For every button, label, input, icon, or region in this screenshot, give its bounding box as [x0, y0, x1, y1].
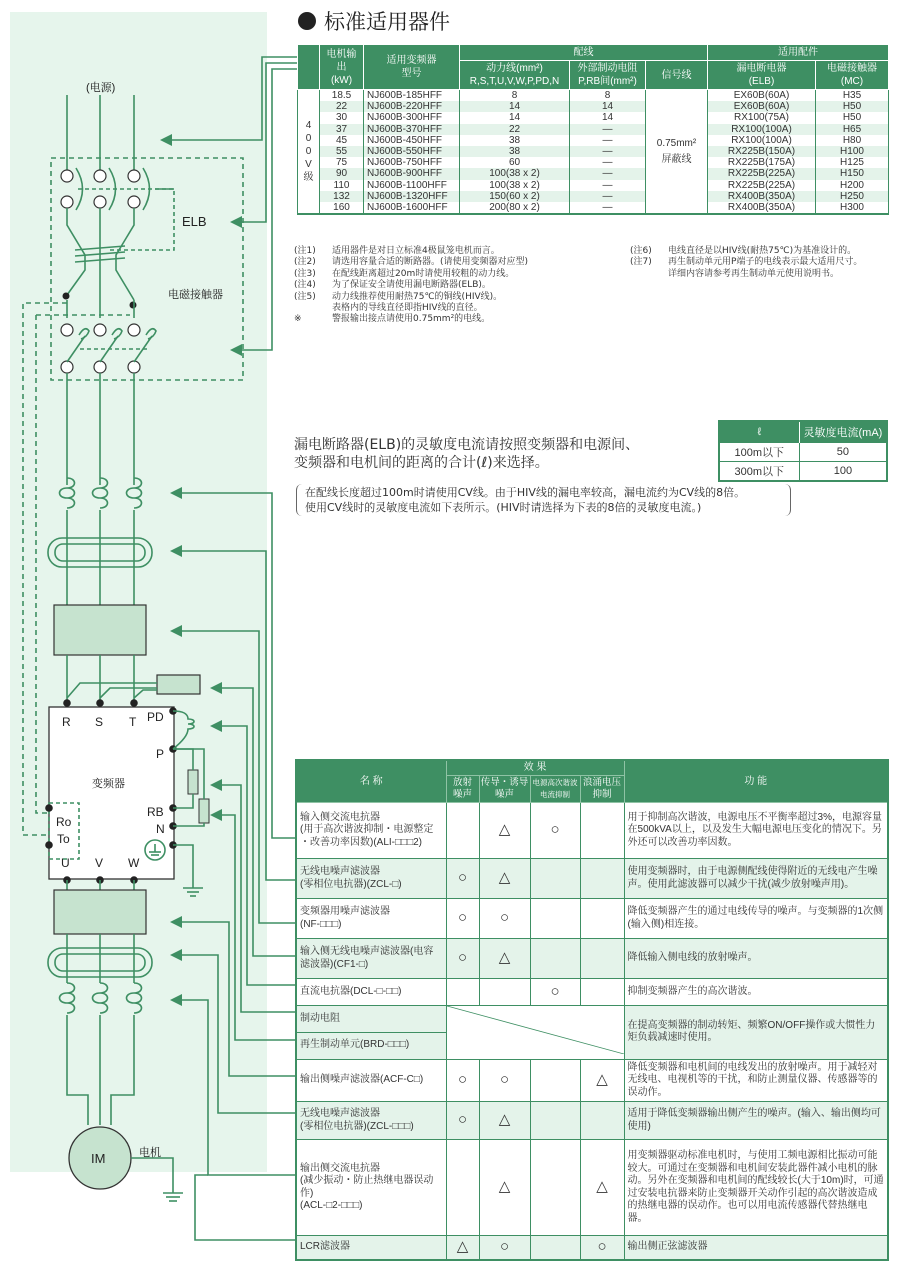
effect-mark-cell: ○ [479, 899, 530, 939]
note-text: 在配线距离超过20m时请使用较粗的动力线。 [332, 268, 515, 279]
model-cell: NJ600B-1100HFF [364, 180, 460, 191]
terminal-circle [128, 196, 140, 208]
effect-function-cell: 在提高变频器的制动转矩、频繁ON/OFF操作或大惯性力矩负载减速时使用。 [624, 1006, 888, 1060]
effect-mark-cell [479, 979, 530, 1006]
mc-cell: H250 [816, 191, 889, 202]
power-line-cell: 14 [460, 101, 570, 112]
notes-left [294, 246, 624, 326]
note-item [630, 246, 900, 257]
mc-cell: H50 [816, 101, 889, 112]
notes-right [630, 246, 900, 280]
sensitivity-cell: 100 [799, 462, 887, 482]
terminal-s: S [95, 715, 104, 729]
section-title-text: 标准适用器件 [324, 10, 450, 34]
elb-selection-text [294, 436, 714, 472]
terminal-t: T [129, 715, 137, 729]
brake-res-cell: — [570, 168, 646, 179]
brake-res-cell: 8 [570, 90, 646, 102]
model-cell: NJ600B-450HFF [364, 135, 460, 146]
terminal-dot [45, 804, 53, 812]
elb-cell: RX225B(175A) [708, 157, 816, 168]
model-cell: NJ600B-750HFF [364, 157, 460, 168]
note-text: 表格内的导线直径即指HIV线的直径。 [332, 303, 483, 314]
leader-line [195, 1175, 295, 1240]
brake-res-cell: 14 [570, 101, 646, 112]
mc-cell: H35 [816, 90, 889, 102]
effect-name-cell: 直流电抗器(DCL-□-□□) [296, 979, 446, 1006]
effect-row [296, 1236, 888, 1260]
note-label [294, 303, 332, 314]
note-item [294, 292, 624, 303]
power-line-cell: 150(60 x 2) [460, 191, 570, 202]
effect-row [296, 803, 888, 859]
to-label: To [57, 832, 70, 846]
effect-function-cell: 用于抑制高次谐波，电源电压不平衡率超过3%，电源容量在500kVA以上，以及发生大幅电源电压变化的情况下。另外还可以改善功率因数。 [624, 803, 888, 859]
effect-row [296, 979, 888, 1006]
accessories-header: 适用配件 [708, 45, 889, 61]
section-title [298, 6, 450, 36]
mc-header: 电磁接触器 (MC) [816, 61, 889, 90]
note-label: ※ [294, 314, 302, 325]
mc-cell: H65 [816, 124, 889, 135]
power-line-header: 动力线(mm²) R,S,T,U,V,W,P,PD,N [460, 61, 570, 90]
power-line-cell: 60 [460, 157, 570, 168]
cv-note-line: 在配线长度超过100m时请使用CV线。由于HIV线的漏电率较高，漏电流约为CV线的8倍。 [305, 486, 746, 499]
effect-col-harmonic: 电源高次谐波 电流抑制 [530, 776, 580, 803]
length-cell: 300m以下 [719, 462, 799, 482]
kw-cell: 22 [320, 101, 364, 112]
effect-mark-cell [580, 859, 624, 899]
inverter-box [49, 707, 174, 879]
elb-text-line: 漏电断路器(ELB)的灵敏度电流请按照变频器和电源间、 [294, 437, 640, 453]
brake-res-cell: — [570, 135, 646, 146]
effect-row [296, 859, 888, 899]
diagonal-line [447, 1006, 624, 1054]
kw-cell: 90 [320, 168, 364, 179]
spec-row [298, 168, 889, 179]
elb-cell: RX225B(225A) [708, 180, 816, 191]
signal-header: 信号线 [646, 61, 708, 90]
mc-cell: H150 [816, 168, 889, 179]
effect-name-cell: 无线电噪声滤波器 (零相位电抗器)(ZCL-□) [296, 859, 446, 899]
terminal-circle [61, 361, 73, 373]
effect-name-cell: 再生制动单元(BRD-□□□) [296, 1032, 446, 1059]
effect-row [296, 1140, 888, 1236]
spec-row [298, 135, 889, 146]
effect-function-cell: 输出侧正弦滤波器 [624, 1236, 888, 1260]
note-item [294, 269, 624, 280]
terminal-v: V [95, 856, 104, 870]
sensitivity-row [719, 443, 887, 462]
note-label: (注5) [294, 291, 316, 302]
effect-function-cell: 用变频器驱动标准电机时，与使用工频电源相比振动可能较大。可通过在变频器和电机间安装此器件减小电机的脉动。另外在变频器和电机间的配线较长(大于10m)时，可通过安装电抗器来防止变频器开关动作引起的高次谐波造成的热继电器的误动作。也可以用电流传感器代替热继电器。 [624, 1140, 888, 1236]
output-filter-block [54, 890, 146, 934]
note-label: (注3) [294, 268, 316, 279]
terminal-circle [61, 170, 73, 182]
terminal-circle [94, 170, 106, 182]
effect-mark-cell: △ [479, 1140, 530, 1236]
elb-header: 漏电断电器 (ELB) [708, 61, 816, 90]
sensitivity-cell: 50 [799, 443, 887, 462]
effect-mark-cell: △ [580, 1059, 624, 1102]
effect-row [296, 1006, 888, 1033]
signal-cell: 0.75mm² 屏蔽线 [646, 90, 708, 215]
effect-function-cell: 降低变频器和电机间的电线发出的放射噪声。用于减轻对无线电、电视机等的干扰，和防止测量仪器、传感器等的误动作。 [624, 1059, 888, 1102]
effect-header: 效 果 [446, 760, 624, 776]
length-header: ℓ [719, 421, 799, 443]
terminal-dot [45, 841, 53, 849]
mc-cell: H200 [816, 180, 889, 191]
terminal-r: R [62, 715, 71, 729]
effect-row [296, 1102, 888, 1140]
note-text: 警报输出接点请使用0.75mm²的电线。 [332, 314, 491, 325]
effect-mark-cell [530, 859, 580, 899]
power-line-cell: 22 [460, 124, 570, 135]
effect-mark-cell [580, 899, 624, 939]
terminal-circle [94, 361, 106, 373]
terminal-dot [96, 699, 104, 707]
kw-cell: 110 [320, 180, 364, 191]
effect-col-surge: 浪涌电压 抑制 [580, 776, 624, 803]
terminal-w: W [128, 856, 140, 870]
na-cell [446, 1006, 624, 1060]
note-label: (注2) [294, 257, 316, 268]
effect-function-cell: 适用于降低变频器输出侧产生的噪声。(输入、输出侧均可使用) [624, 1102, 888, 1140]
kw-cell: 18.5 [320, 90, 364, 102]
motor-label: IM [91, 1151, 106, 1166]
sensitivity-header: 灵敏度电流(mA) [799, 421, 887, 443]
brake-res-cell: — [570, 202, 646, 214]
terminal-u: U [61, 856, 70, 870]
effect-mark-cell [580, 939, 624, 979]
brake-res-cell: 14 [570, 112, 646, 123]
note-item [630, 257, 900, 268]
kw-cell: 37 [320, 124, 364, 135]
brake-res-cell: — [570, 180, 646, 191]
effect-col-radiated: 放射 噪声 [446, 776, 479, 803]
function-header: 功 能 [624, 760, 888, 803]
terminal-circle [128, 361, 140, 373]
terminal-circle [128, 170, 140, 182]
power-line-cell: 100(38 x 2) [460, 180, 570, 191]
cf1-block [157, 675, 200, 694]
terminal-circle [61, 196, 73, 208]
effect-name-cell: 制动电阻 [296, 1006, 446, 1033]
power-line-cell: 8 [460, 90, 570, 102]
note-label: (注1) [294, 246, 316, 256]
bullet-icon [298, 12, 316, 30]
junction-dot [63, 293, 70, 300]
effect-mark-cell: ○ [446, 899, 479, 939]
effect-mark-cell [530, 1059, 580, 1102]
model-cell: NJ600B-185HFF [364, 90, 460, 102]
effect-mark-cell [530, 939, 580, 979]
note-item [294, 303, 624, 314]
note-label: (注7) [630, 257, 652, 268]
ro-label: Ro [56, 815, 72, 829]
effect-function-cell: 降低输入侧电线的放射噪声。 [624, 939, 888, 979]
effect-mark-cell: △ [446, 1236, 479, 1260]
brake-res-cell: — [570, 157, 646, 168]
note-text: 电线直径是以HIV线(耐热75℃)为基准设计的。 [668, 246, 857, 256]
note-text: 详细内容请参考再生制动单元使用说明书。 [668, 268, 840, 279]
inverter-label: 变频器 [92, 778, 125, 790]
note-label: (注6) [630, 246, 652, 256]
spec-row [298, 112, 889, 123]
braking-resistor [188, 770, 198, 794]
mc-cell: H80 [816, 135, 889, 146]
model-cell: NJ600B-1320HFF [364, 191, 460, 202]
effect-mark-cell: △ [479, 1102, 530, 1140]
power-line-cell: 14 [460, 112, 570, 123]
elb-label: ELB [182, 214, 207, 229]
elb-cell: RX100(75A) [708, 112, 816, 123]
voltage-header [298, 45, 320, 90]
effect-mark-cell: ○ [530, 803, 580, 859]
effect-mark-cell: ○ [446, 939, 479, 979]
effect-row [296, 939, 888, 979]
spec-row [298, 202, 889, 214]
spec-row [298, 146, 889, 157]
effect-name-cell: 变频器用噪声滤波器 (NF-□□□) [296, 899, 446, 939]
effect-function-cell: 使用变频器时，由于电源侧配线使得附近的无线电产生噪声。使用此滤波器可以减少干扰(减少放射噪声用)。 [624, 859, 888, 899]
contactor-label: 电磁接触器 [168, 289, 223, 301]
model-cell: NJ600B-1600HFF [364, 202, 460, 214]
terminal-dot [130, 699, 138, 707]
effect-mark-cell [580, 1102, 624, 1140]
inverter-header: 适用变频器 型号 [364, 45, 460, 90]
power-line-cell: 200(80 x 2) [460, 202, 570, 214]
elb-cell: RX400B(350A) [708, 202, 816, 214]
model-cell: NJ600B-220HFF [364, 101, 460, 112]
effect-mark-cell: ○ [446, 1059, 479, 1102]
effect-name-cell: 输出侧交流电抗器 (减少振动・防止热继电器误动 作) (ACL-□2-□□□) [296, 1140, 446, 1236]
note-text: 为了保证安全请使用漏电断路器(ELB)。 [332, 280, 491, 291]
cv-note [296, 484, 791, 516]
effect-name-cell: 输入侧无线电噪声滤波器(电容 滤波器)(CF1-□) [296, 939, 446, 979]
effect-row [296, 1059, 888, 1102]
elb-cell: RX100(100A) [708, 124, 816, 135]
terminal-circle [94, 324, 106, 336]
note-text: 再生制动单元用P端子的电线表示最大适用尺寸。 [668, 257, 863, 268]
noise-filter-block [54, 605, 146, 655]
model-cell: NJ600B-370HFF [364, 124, 460, 135]
effect-table [295, 759, 889, 1261]
elb-cell: RX225B(150A) [708, 146, 816, 157]
note-item [294, 246, 624, 257]
note-label: (注4) [294, 280, 316, 291]
effect-mark-cell: ○ [446, 859, 479, 899]
brake-res-cell: — [570, 124, 646, 135]
note-item [294, 314, 624, 325]
junction-dot [130, 302, 137, 309]
model-cell: NJ600B-900HFF [364, 168, 460, 179]
model-cell: NJ600B-550HFF [364, 146, 460, 157]
effect-mark-cell: ○ [479, 1059, 530, 1102]
kw-cell: 160 [320, 202, 364, 214]
kw-cell: 55 [320, 146, 364, 157]
effect-mark-cell: △ [479, 859, 530, 899]
effect-mark-cell: ○ [479, 1236, 530, 1260]
spec-row [298, 180, 889, 191]
wiring-header: 配线 [460, 45, 708, 61]
brake-res-cell: — [570, 146, 646, 157]
effect-mark-cell [530, 1140, 580, 1236]
effect-mark-cell [446, 803, 479, 859]
terminal-rb: RB [147, 805, 164, 819]
power-line-cell: 38 [460, 146, 570, 157]
effect-name-cell: 输入侧交流电抗器 (用于高次谐波抑制・电源整定 ・改善功率因数)(ALI-□□□2) [296, 803, 446, 859]
spec-row [298, 90, 889, 102]
effect-mark-cell [530, 899, 580, 939]
model-cell: NJ600B-300HFF [364, 112, 460, 123]
spec-row [298, 101, 889, 112]
effect-mark-cell [446, 979, 479, 1006]
effect-row [296, 899, 888, 939]
terminal-circle [61, 324, 73, 336]
effect-mark-cell: △ [479, 939, 530, 979]
effect-mark-cell: ○ [530, 979, 580, 1006]
mc-cell: H100 [816, 146, 889, 157]
effect-mark-cell [580, 979, 624, 1006]
cv-note-line: 使用CV线时的灵敏度电流如下表所示。(HIV时请选择为下表的8倍的灵敏度电流。) [305, 501, 702, 514]
spec-table [297, 44, 889, 215]
elb-text-line: 变频器和电机间的距离的合计(ℓ)来选择。 [294, 455, 549, 471]
spec-row [298, 124, 889, 135]
kw-cell: 30 [320, 112, 364, 123]
mc-cell: H300 [816, 202, 889, 214]
power-line-cell: 100(38 x 2) [460, 168, 570, 179]
spec-row [298, 157, 889, 168]
effect-mark-cell: △ [580, 1140, 624, 1236]
elb-cell: EX60B(60A) [708, 101, 816, 112]
note-text: 动力线推荐使用耐热75℃的铜线(HIV线)。 [332, 291, 503, 302]
effect-name-cell: 无线电噪声滤波器 (零相位电抗器)(ZCL-□□□) [296, 1102, 446, 1140]
terminal-circle [128, 324, 140, 336]
elb-cell: RX225B(225A) [708, 168, 816, 179]
note-item [294, 280, 624, 291]
elb-cell: RX400B(350A) [708, 191, 816, 202]
terminal-p: P [156, 747, 165, 761]
note-text: 适用器件是对日立标准4极鼠笼电机而言。 [332, 246, 500, 256]
effect-mark-cell [530, 1236, 580, 1260]
power-label: (电源) [86, 82, 116, 94]
kw-cell: 45 [320, 135, 364, 146]
kw-cell: 132 [320, 191, 364, 202]
sensitivity-row [719, 462, 887, 482]
power-line-cell: 38 [460, 135, 570, 146]
terminal-n: N [156, 822, 165, 836]
brake-res-cell: — [570, 191, 646, 202]
mc-cell: H50 [816, 112, 889, 123]
terminal-circle [94, 196, 106, 208]
note-item [630, 269, 900, 280]
effect-name-cell: 输出侧噪声滤波器(ACF-C□) [296, 1059, 446, 1102]
length-cell: 100m以下 [719, 443, 799, 462]
note-label [630, 269, 668, 280]
effect-name-cell: LCR滤波器 [296, 1236, 446, 1260]
brake-res-header: 外部制动电阻 P,RB间(mm²) [570, 61, 646, 90]
note-item [294, 257, 624, 268]
motor-output-header: 电机输出 (kW) [320, 45, 364, 90]
effect-mark-cell: ○ [446, 1102, 479, 1140]
effect-function-cell: 抑制变频器产生的高次谐波。 [624, 979, 888, 1006]
effect-mark-cell: ○ [580, 1236, 624, 1260]
effect-col-conducted: 传导・诱导 噪声 [479, 776, 530, 803]
motor-caption: 电机 [139, 1147, 161, 1159]
kw-cell: 75 [320, 157, 364, 168]
effect-mark-cell [580, 803, 624, 859]
terminal-pd: PD [147, 710, 164, 724]
sensitivity-table [718, 420, 888, 482]
effect-function-cell: 降低变频器产生的通过电线传导的噪声。与变频器的1次侧(输入侧)相连接。 [624, 899, 888, 939]
terminal-dot [63, 699, 71, 707]
effect-mark-cell [446, 1140, 479, 1236]
effect-mark-cell [530, 1102, 580, 1140]
elb-cell: EX60B(60A) [708, 90, 816, 102]
elb-cell: RX100(100A) [708, 135, 816, 146]
brd-unit [199, 799, 209, 823]
effect-mark-cell: △ [479, 803, 530, 859]
voltage-class: 4 0 0 V 级 [298, 90, 320, 215]
name-header: 名 称 [296, 760, 446, 803]
spec-row [298, 191, 889, 202]
mc-cell: H125 [816, 157, 889, 168]
note-text: 请选用容量合适的断路器。(请使用变频器对应型) [332, 257, 529, 268]
